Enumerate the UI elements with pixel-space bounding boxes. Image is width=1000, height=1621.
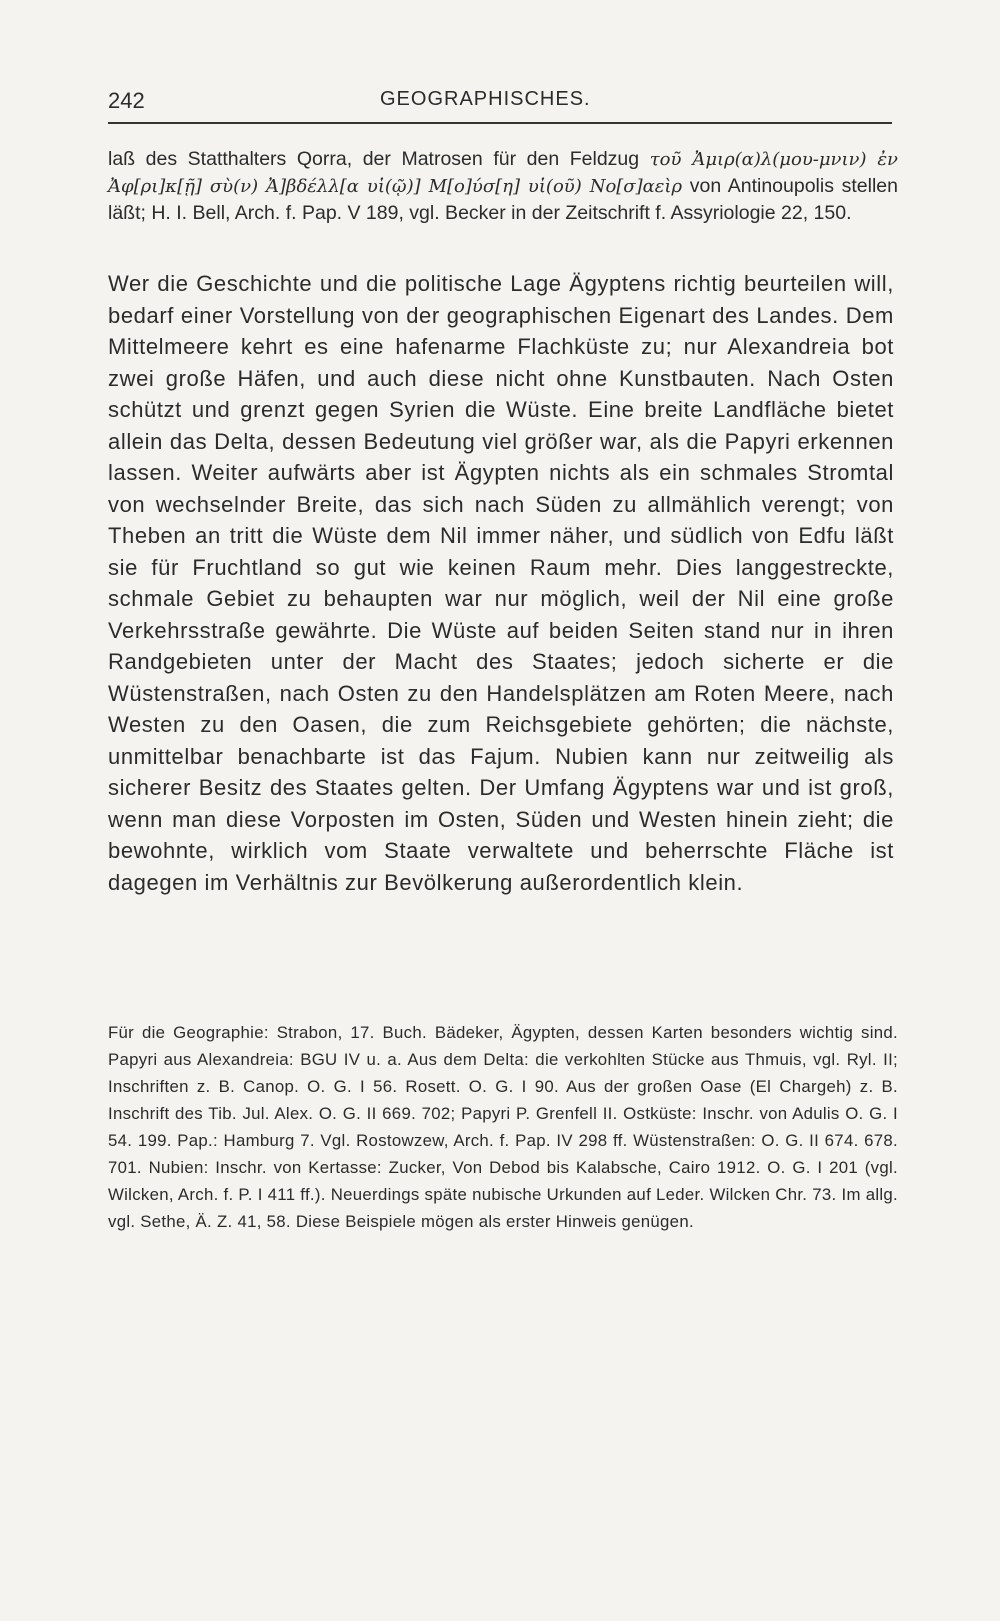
greek-quotation: τοῦ Ἀμιρ(α)λ(μου-μνιν) ἐν Ἀφ[ρι]κ[ῇ] σὺ(ν) Ἀ]βδέλλ[α υἱ(ῷ)] Μ[ο]ύσ[η] υἱ(οῦ) Νο[σ]αεὶρ	[108, 149, 898, 197]
bibliographic-note: Für die Geographie: Strabon, 17. Buch. Bädeker, Ägypten, dessen Karten besonders wichtig sind. Papyri aus Alexandreia: BGU IV u. a. Aus dem Delta: die verkohlten Stücke aus Thmuis, vgl. Ryl. II; Inschriften z. B. Canop. O. G. I 56. Rosett. O. G. I 90. Aus der großen Oase (El Chargeh) z. B. Inschrift des Tib. Jul. Alex. O. G. II 669. 702; Papyri P. Grenfell II. Ostküste: Inschr. von Adulis O. G. I 54. 199. Pap.: Hamburg 7. Vgl. Rostowzew, Arch. f. Pap. IV 298 ff. Wüstenstraßen: O. G. II 674. 678. 701. Nubien: Inschr. von Kertasse: Zucker, Von Debod bis Kalabsche, Cairo 1912. O. G. I 201 (vgl. Wilcken, Arch. f. P. I 411 ff.). Neuerdings späte nubische Urkunden auf Leder. Wilcken Chr. 73. Im allg. vgl. Sethe, Ä. Z. 41, 58. Diese Beispiele mögen als erster Hinweis genügen.	[108, 1023, 898, 1231]
footnote-text-end: von Antinoupolis stellen läßt; H. I. Bell, Arch. f. Pap. V 189, vgl. Becker in der Zeitschrift f. Assyriologie 22, 150.	[108, 175, 898, 224]
page-header	[108, 88, 892, 124]
footnote-text-start: laß des Statthalters Qorra, der Matrosen für den Feldzug	[108, 148, 650, 170]
page-number: 242	[108, 88, 145, 113]
main-paragraph: Wer die Geschichte und die politische Lage Ägyptens richtig beurteilen will, bedarf einer Vorstellung von der geographischen Eigenart des Landes. Dem Mittelmeere kehrt es eine hafenarme Flachküste zu; nur Alexandreia bot zwei große Häfen, und auch diese nicht ohne Kunstbauten. Nach Osten schützt und grenzt gegen Syrien die Wüste. Eine breite Landfläche bietet allein das Delta, dessen Bedeutung viel größer war, als die Papyri erkennen lassen. Weiter aufwärts aber ist Ägypten nichts als ein schmales Stromtal von wechselnder Breite, das sich nach Süden zu allmählich verengt; von Theben an tritt die Wüste dem Nil immer näher, und südlich von Edfu läßt sie für Fruchtland so gut wie keinen Raum mehr. Dies langgestreckte, schmale Gebiet zu behaupten war nur möglich, weil der Nil eine große Verkehrsstraße gewährte. Die Wüste auf beiden Seiten stand nur in ihren Randgebieten unter der Macht des Staates; jedoch sicherte er die Wüstenstraßen, nach Osten zu den Handelsplätzen am Roten Meere, nach Westen zu den Oasen, die zum Reichsgebiete gehörten; die nächste, unmittelbar benachbarte ist das Fajum. Nubien kann nur zeitweilig als sicherer Besitz des Staates gelten. Der Umfang Ägyptens war und ist groß, wenn man diese Vorposten im Osten, Süden und Westen hinein zieht; die bewohnte, wirklich vom Staate verwaltete und beherrschte Fläche ist dagegen im Verhältnis zur Bevölkerung außerordentlich klein.	[108, 271, 894, 895]
footnote-continuation	[108, 146, 898, 227]
running-head: GEOGRAPHISCHES.	[380, 88, 591, 110]
